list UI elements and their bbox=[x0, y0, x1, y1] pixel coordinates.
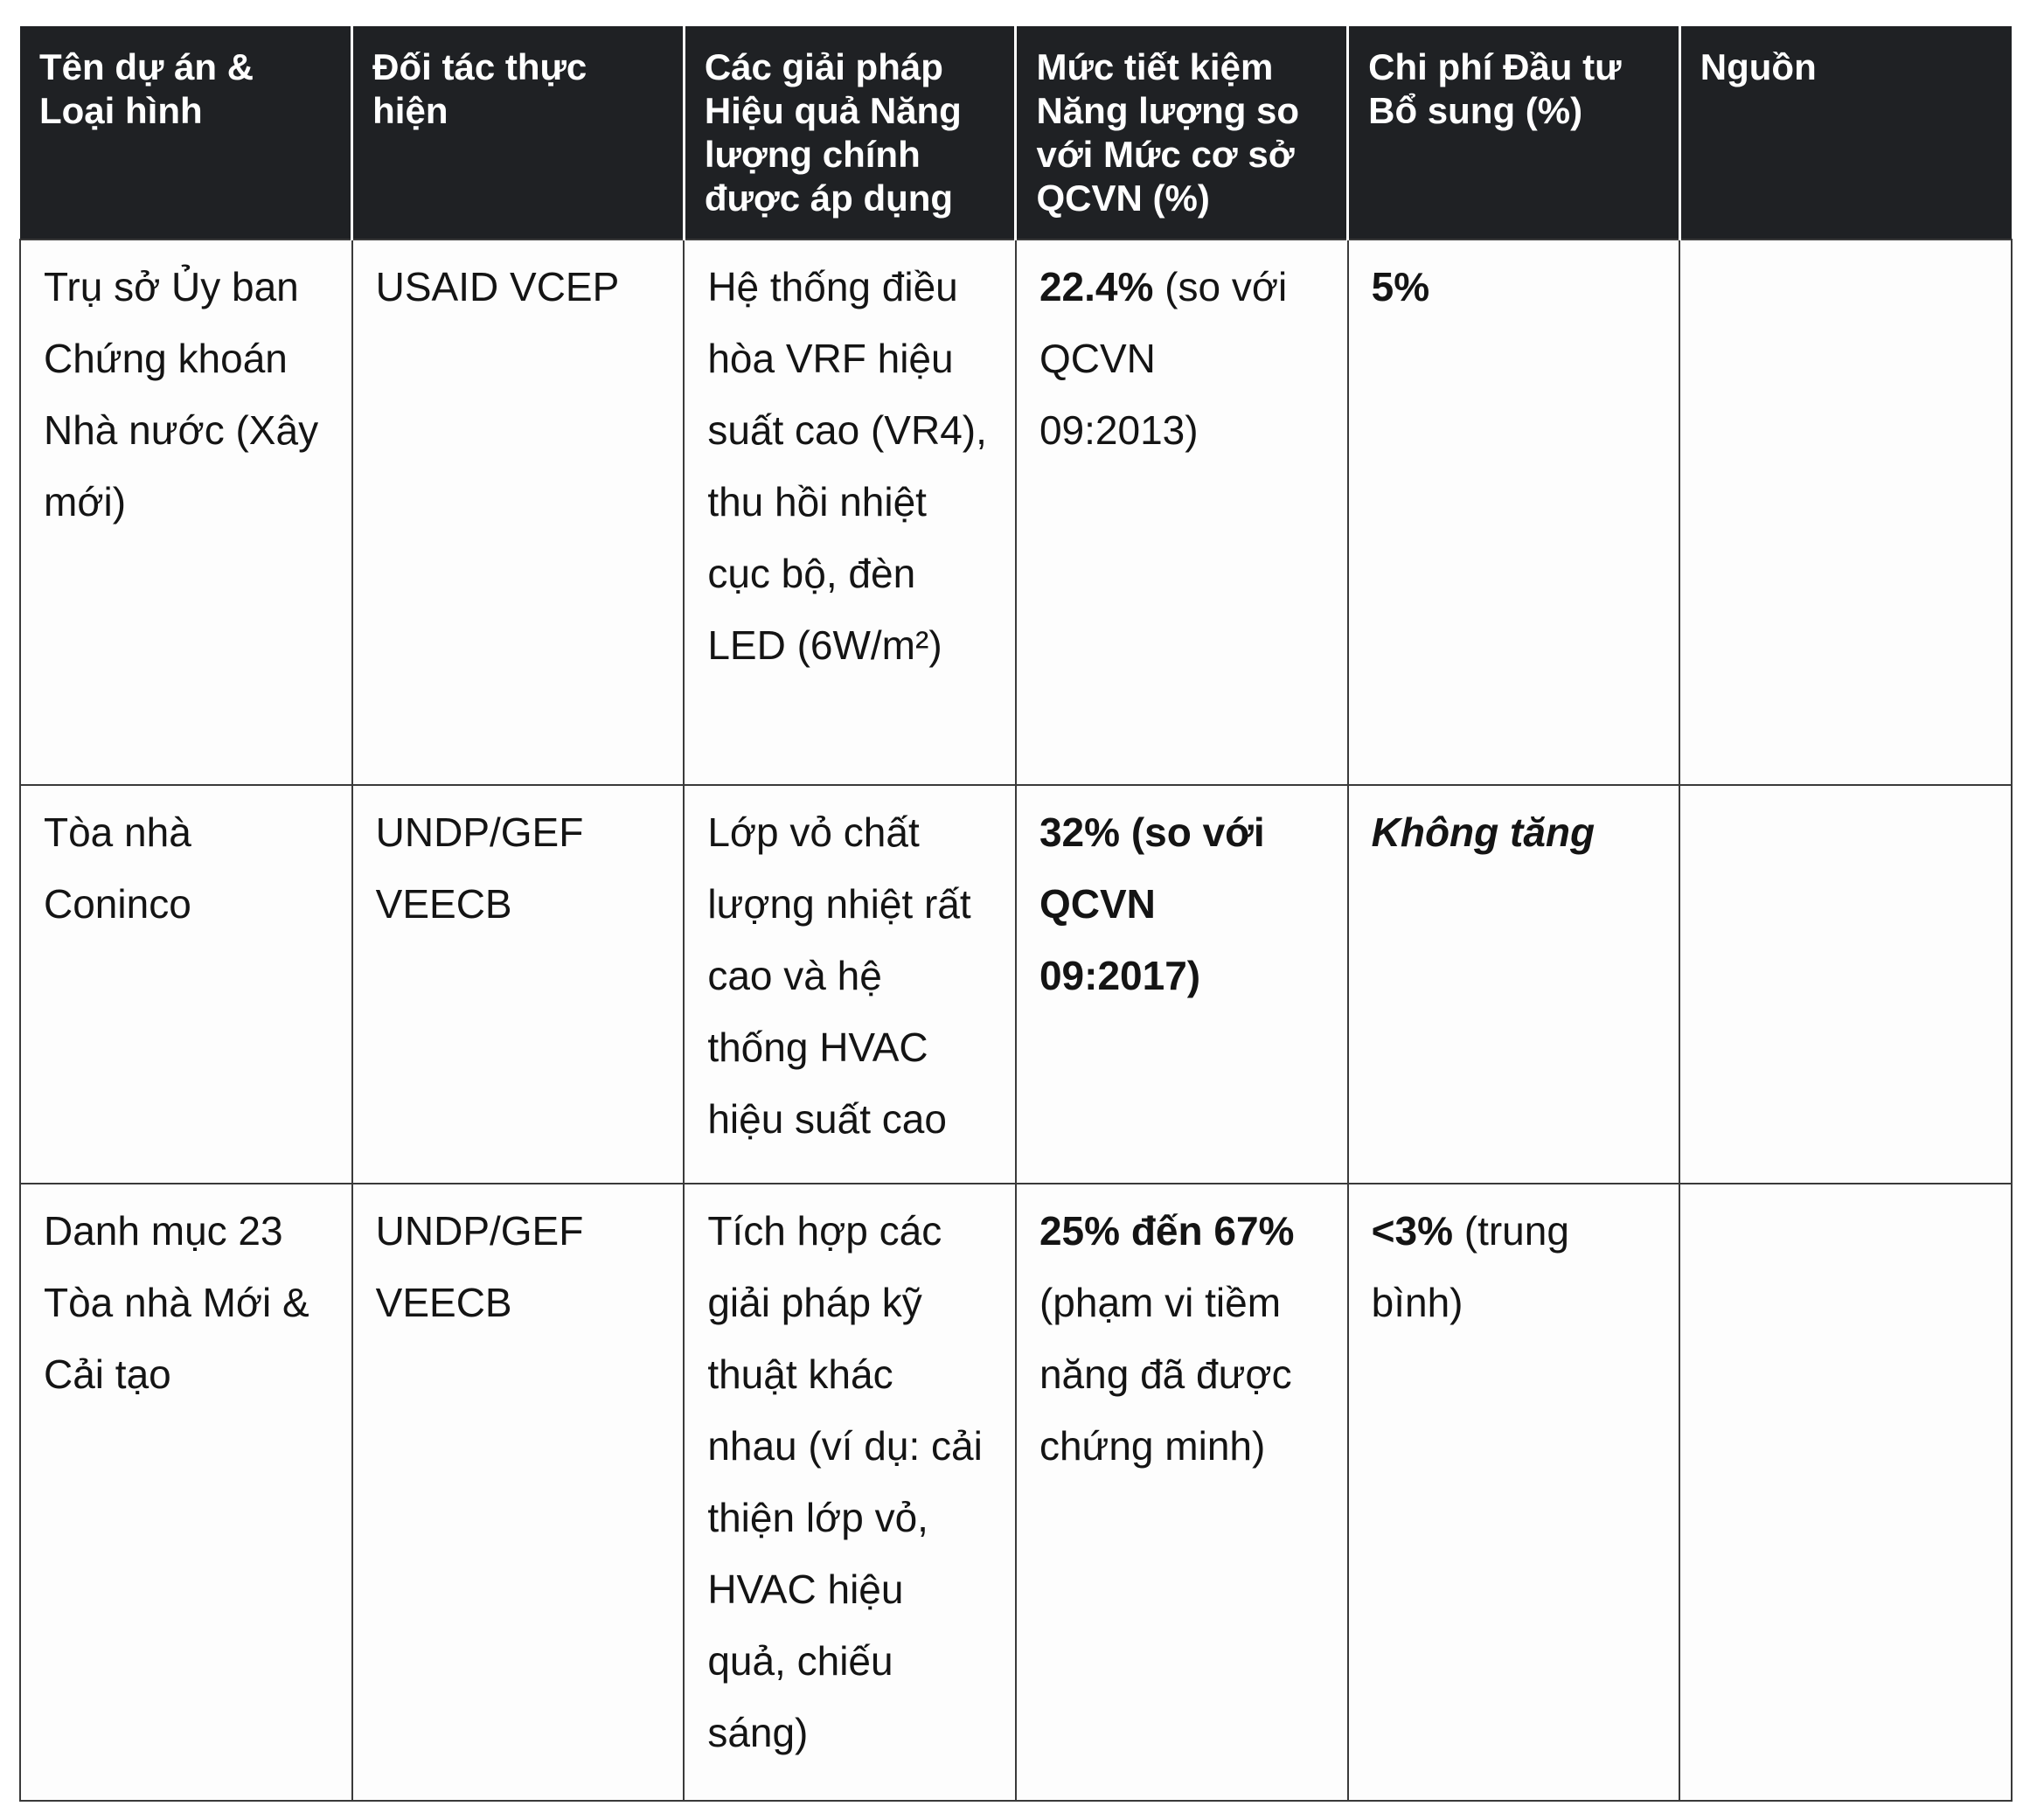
cell-cost bbox=[1348, 1184, 1680, 1801]
cell-solutions: Lớp vỏ chất lượng nhiệt rất cao và hệ thống HVAC hiệu suất cao bbox=[684, 785, 1016, 1184]
header-project: Tên dự án & Loại hình bbox=[20, 26, 352, 240]
cost-note: (trung bình) bbox=[1371, 1208, 1569, 1325]
cost-value: <3% bbox=[1371, 1208, 1453, 1254]
cell-source bbox=[1679, 240, 2012, 785]
cell-savings bbox=[1016, 785, 1348, 1184]
table-header bbox=[20, 26, 2012, 240]
savings-note: (phạm vi tiềm năng đã được chứng minh) bbox=[1039, 1280, 1292, 1469]
table-row bbox=[20, 1184, 2012, 1801]
cell-partner: USAID VCEP bbox=[352, 240, 685, 785]
cell-cost bbox=[1348, 240, 1680, 785]
header-row bbox=[20, 26, 2012, 240]
cell-source bbox=[1679, 1184, 2012, 1801]
cell-solutions: Hệ thống điều hòa VRF hiệu suất cao (VR4), thu hồi nhiệt cục bộ, đèn LED (6W/m²) bbox=[684, 240, 1016, 785]
header-solutions: Các giải pháp Hiệu quả Năng lượng chính được áp dụng bbox=[684, 26, 1016, 240]
cell-project: Danh mục 23 Tòa nhà Mới & Cải tạo bbox=[20, 1184, 352, 1801]
header-savings: Mức tiết kiệm Năng lượng so với Mức cơ sở QCVN (%) bbox=[1016, 26, 1348, 240]
cell-partner: UNDP/GEF VEECB bbox=[352, 785, 685, 1184]
cell-source bbox=[1679, 785, 2012, 1184]
table-body bbox=[20, 240, 2012, 1801]
savings-value: 32% (so với QCVN 09:2017) bbox=[1039, 809, 1265, 998]
table-row bbox=[20, 240, 2012, 785]
header-partner: Đối tác thực hiện bbox=[352, 26, 685, 240]
header-source: Nguồn bbox=[1679, 26, 2012, 240]
cell-cost bbox=[1348, 785, 1680, 1184]
cell-savings bbox=[1016, 240, 1348, 785]
cell-project: Tòa nhà Coninco bbox=[20, 785, 352, 1184]
savings-value: 25% đến 67% bbox=[1039, 1208, 1295, 1254]
cell-solutions: Tích hợp các giải pháp kỹ thuật khác nhau (ví dụ: cải thiện lớp vỏ, HVAC hiệu quả, chiếu sáng) bbox=[684, 1184, 1016, 1801]
cell-partner: UNDP/GEF VEECB bbox=[352, 1184, 685, 1801]
savings-value: 22.4% bbox=[1039, 264, 1154, 309]
comparison-table bbox=[19, 26, 2013, 1802]
cost-value: 5% bbox=[1371, 264, 1430, 309]
table-row bbox=[20, 785, 2012, 1184]
cost-value: Không tăng bbox=[1371, 809, 1595, 855]
cell-project: Trụ sở Ủy ban Chứng khoán Nhà nước (Xây mới) bbox=[20, 240, 352, 785]
header-cost: Chi phí Đầu tư Bổ sung (%) bbox=[1348, 26, 1680, 240]
savings-note: (so với QCVN 09:2013) bbox=[1039, 264, 1288, 453]
cell-savings bbox=[1016, 1184, 1348, 1801]
